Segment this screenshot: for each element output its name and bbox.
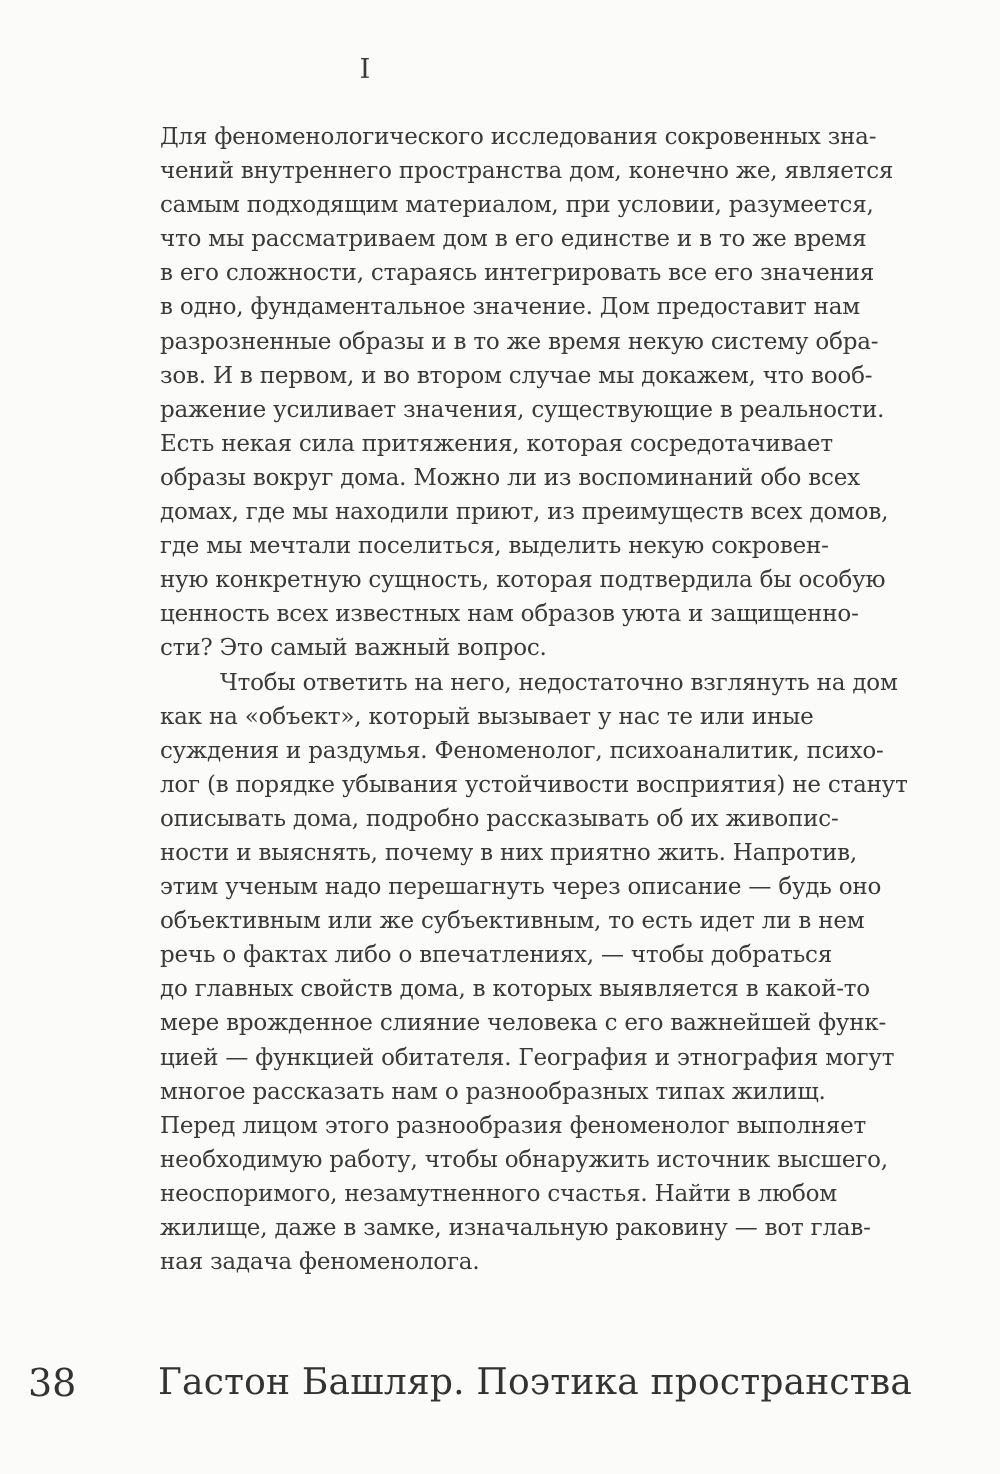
chapter-number: I bbox=[359, 54, 371, 85]
text-line: образы вокруг дома. Можно ли из воспоминаний обо всех bbox=[160, 464, 860, 491]
text-line: описывать дома, подробно рассказывать об их живопис- bbox=[160, 805, 839, 832]
text-line: жилище, даже в замке, изначальную раковину — вот глав- bbox=[160, 1215, 871, 1241]
text-line: ценность всех известных нам образов уюта и защищенно- bbox=[160, 601, 859, 628]
text-line: ную конкретную сущность, которая подтвердила бы особую bbox=[160, 567, 886, 594]
text-line: где мы мечтали поселиться, выделить некую сокровен- bbox=[160, 533, 829, 560]
running-footer bbox=[0, 1358, 1000, 1408]
text-line: Есть некая сила притяжения, которая сосредотачивает bbox=[160, 430, 833, 457]
body-text bbox=[160, 120, 944, 1279]
text-line: необходимую работу, чтобы обнаружить источник высшего, bbox=[160, 1146, 888, 1173]
text-line: самым подходящим материалом, при условии, разумеется, bbox=[160, 192, 874, 219]
text-line: многое рассказать нам о разнообразных типах жилищ. bbox=[160, 1078, 826, 1105]
text-line: речь о фактах либо о впечатлениях, — чтобы добраться bbox=[160, 942, 833, 969]
text-line: домах, где мы находили приют, из преимуществ всех домов, bbox=[160, 499, 889, 526]
text-line: Перед лицом этого разнообразия феноменолог выполняет bbox=[160, 1112, 867, 1139]
book-title: Гастон Башляр. Поэтика пространства bbox=[158, 1362, 913, 1403]
text-line: что мы рассматриваем дом в его единстве и в то же время bbox=[160, 226, 867, 253]
text-line: в одно, фундаментальное значение. Дом предоставит нам bbox=[160, 294, 860, 321]
text-line: Чтобы ответить на него, недостаточно взглянуть на дом bbox=[220, 669, 898, 696]
text-line: неоспоримого, незамутненного счастья. Найти в любом bbox=[160, 1180, 837, 1207]
text-line: разрозненные образы и в то же время некую систему обра- bbox=[160, 328, 879, 355]
text-line: ражение усиливает значения, существующие в реальности. bbox=[160, 396, 885, 423]
text-line: до главных свойств дома, в которых выявляется в какой-то bbox=[160, 976, 870, 1003]
page-number: 38 bbox=[28, 1361, 77, 1405]
text-line: сти? Это самый важный вопрос. bbox=[160, 635, 547, 662]
text-line: зов. И в первом, и во втором случае мы докажем, что вооб- bbox=[160, 362, 873, 389]
text-line: ности и выяснять, почему в них приятно жить. Напротив, bbox=[160, 839, 857, 866]
text-line: цией — функцией обитателя. География и этнография могут bbox=[160, 1044, 895, 1071]
text-line: в его сложности, стараясь интегрировать все его значения bbox=[160, 260, 875, 287]
text-line: чений внутреннего пространства дом, конечно же, является bbox=[160, 158, 894, 185]
text-line: объективным или же субъективным, то есть идет ли в нем bbox=[160, 908, 865, 935]
text-line: ная задача феноменолога. bbox=[160, 1249, 480, 1276]
text-line: как на «объект», который вызывает у нас те или иные bbox=[160, 703, 814, 730]
text-line: суждения и раздумья. Феноменолог, психоаналитик, психо- bbox=[160, 737, 884, 764]
text-line: Для феноменологического исследования сокровенных зна- bbox=[160, 124, 877, 150]
text-line: этим ученым надо перешагнуть через описание — будь оно bbox=[160, 874, 882, 901]
text-line: мере врожденное слияние человека с его важнейшей функ- bbox=[160, 1010, 887, 1037]
text-line: лог (в порядке убывания устойчивости восприятия) не станут bbox=[160, 771, 908, 798]
